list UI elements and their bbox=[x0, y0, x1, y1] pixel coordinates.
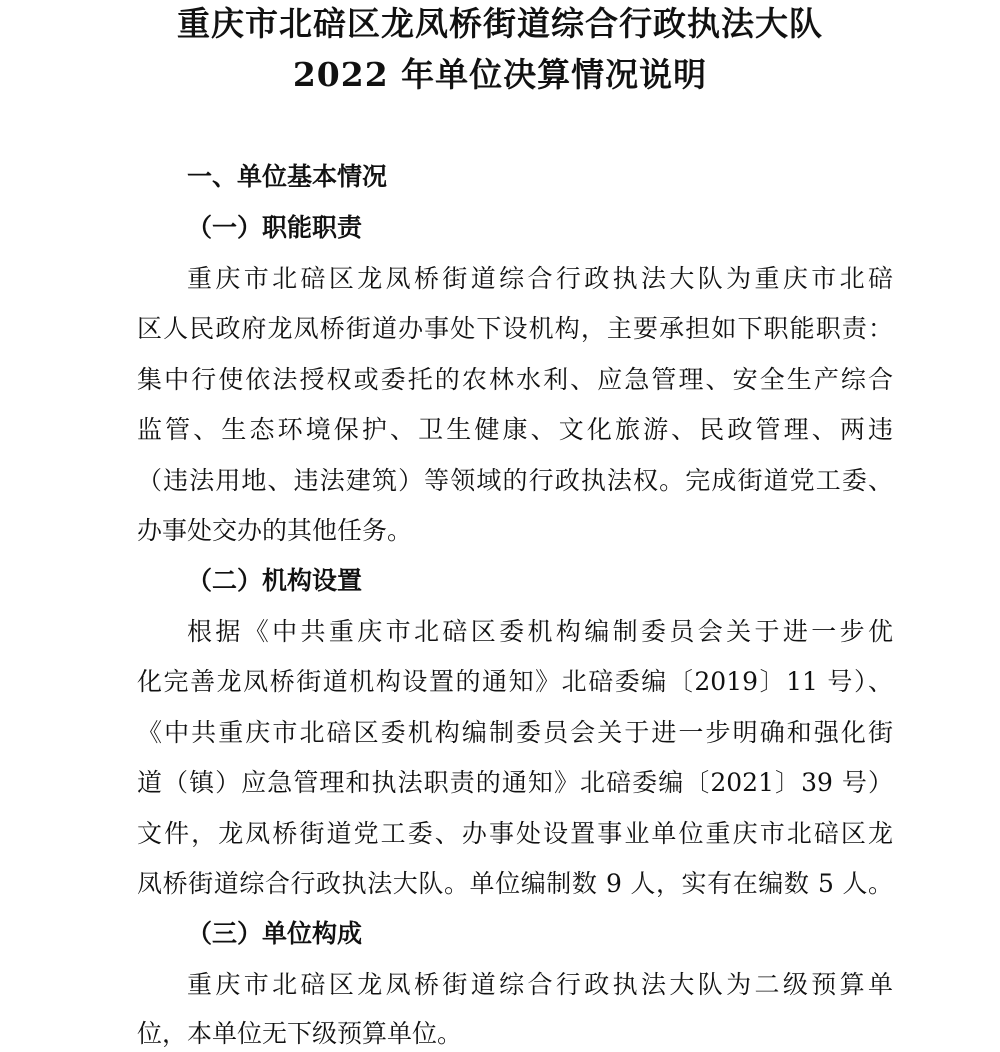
paragraph-line: 位，本单位无下级预算单位。 bbox=[137, 1019, 463, 1048]
paragraph-line: 文件，龙凤桥街道党工委、办事处设置事业单位重庆市北碚区龙 bbox=[137, 819, 893, 848]
paragraph-line: 道（镇）应急管理和执法职责的通知》北碚委编〔2021〕39 号） bbox=[137, 768, 893, 797]
paragraph-line: 重庆市北碚区龙凤桥街道综合行政执法大队为重庆市北碚 bbox=[187, 264, 893, 293]
paragraph-line: 凤桥街道综合行政执法大队。单位编制数 9 人，实有在编数 5 人。 bbox=[137, 869, 893, 898]
section-heading-basic-info: 一、单位基本情况 bbox=[187, 162, 388, 191]
subsection-heading-organization: （二）机构设置 bbox=[187, 566, 363, 595]
subsection-heading-composition: （三）单位构成 bbox=[187, 919, 363, 948]
paragraph-line: 重庆市北碚区龙凤桥街道综合行政执法大队为二级预算单 bbox=[187, 970, 893, 999]
document-title-line-2: 2022 年单位决算情况说明 bbox=[292, 55, 708, 94]
subsection-heading-functions: （一）职能职责 bbox=[187, 213, 363, 242]
document-title-line-1: 重庆市北碚区龙凤桥街道综合行政执法大队 bbox=[177, 4, 823, 43]
paragraph-line: （违法用地、违法建筑）等领域的行政执法权。完成街道党工委、 bbox=[137, 466, 893, 495]
paragraph-line: 《中共重庆市北碚区委机构编制委员会关于进一步明确和强化街 bbox=[137, 718, 893, 747]
paragraph-line: 根据《中共重庆市北碚区委机构编制委员会关于进一步优 bbox=[187, 617, 893, 646]
paragraph-line: 区人民政府龙凤桥街道办事处下设机构，主要承担如下职能职责： bbox=[137, 314, 893, 343]
paragraph-line: 办事处交办的其他任务。 bbox=[137, 516, 413, 545]
paragraph-line: 化完善龙凤桥街道机构设置的通知》北碚委编〔2019〕11 号）、 bbox=[137, 667, 893, 696]
paragraph-line: 集中行使依法授权或委托的农林水利、应急管理、安全生产综合 bbox=[137, 365, 893, 394]
paragraph-line: 监管、生态环境保护、卫生健康、文化旅游、民政管理、两违 bbox=[137, 415, 893, 444]
